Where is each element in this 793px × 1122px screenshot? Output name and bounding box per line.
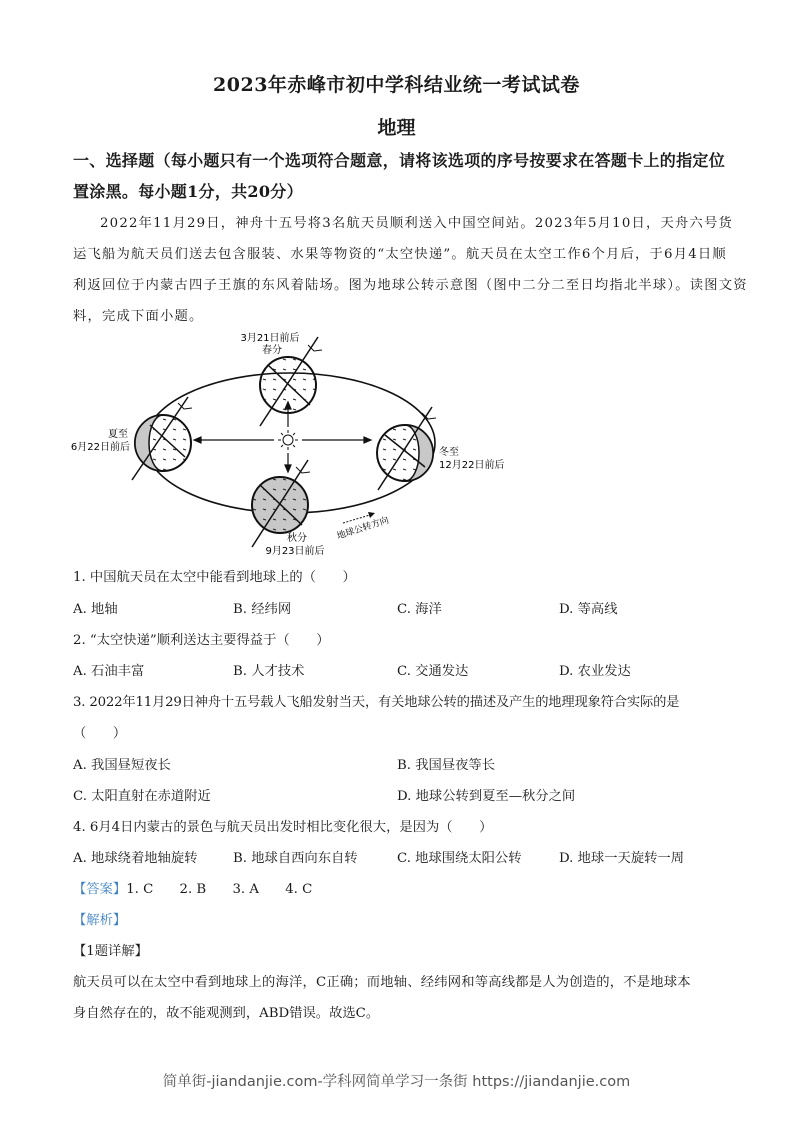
question-3-stem: 3. 2022年11月29日神舟十五号载人飞船发射当天，有关地球公转的描述及产生的地理现象符合实际的是 — [73, 695, 680, 710]
label-direction: 地球公转方向 — [335, 515, 391, 542]
footer-watermark: 简单街-jiandanjie.com-学科网简单学习一条街 https://jiandanjie.com — [162, 1074, 631, 1090]
earth-revolution-diagram — [60, 325, 520, 560]
section-heading-line2: 置涂黑。每小题1分，共20分） — [73, 182, 303, 201]
q3-option-a: A. 我国昼短夜长 — [73, 758, 171, 773]
q4-option-a: A. 地球绕着地轴旋转 — [73, 851, 198, 866]
label-autumn-date: 9月23日前后 — [265, 546, 325, 557]
section-heading-line1: 一、选择题（每小题只有一个选项符合题意，请将该选项的序号按要求在答题卡上的指定位 — [73, 151, 726, 170]
passage-line-1: 2022年11月29日，神舟十五号将3名航天员顺利送入中国空间站。2023年5月10日，天舟六号货 — [100, 216, 733, 231]
q1-option-d: D. 等高线 — [559, 602, 618, 617]
subject-title: 地理 — [377, 117, 416, 139]
answer-item-4: 4. C — [285, 882, 313, 897]
detail-line-1: 航天员可以在太空中看到地球上的海洋，C正确；而地轴、经纬网和等高线都是人为创造的，不是地球本 — [73, 975, 691, 990]
question-3-stem-cont: （ ） — [73, 726, 127, 741]
analysis-label: 【解析】 — [73, 913, 127, 928]
passage-line-4: 料，完成下面小题。 — [73, 309, 204, 324]
q2-option-a: A. 石油丰富 — [73, 664, 145, 679]
label-winter: 冬至 — [439, 447, 459, 458]
question-2-stem: 2. “太空快递”顺利送达主要得益于（ ） — [73, 633, 330, 648]
page-title: 2023年赤峰市初中学科结业统一考试试卷 — [213, 74, 580, 96]
detail-heading: 【1题详解】 — [73, 944, 148, 959]
question-4-stem: 4. 6月4日内蒙古的景色与航天员出发时相比变化很大，是因为（ ） — [73, 820, 493, 835]
passage-line-3: 利返回位于内蒙古四子王旗的东风着陆场。图为地球公转示意图（图中二分二至日均指北半球）。读图文资 — [73, 278, 748, 293]
answer-item-2: 2. B — [179, 882, 207, 897]
answer-item-1: 1. C — [126, 882, 154, 897]
q2-option-c: C. 交通发达 — [397, 664, 469, 679]
label-winter-date: 12月22日前后 — [439, 460, 505, 471]
label-summer: 夏至 — [108, 429, 128, 440]
q4-option-d: D. 地球一天旋转一周 — [559, 851, 685, 866]
q4-option-c: C. 地球围绕太阳公转 — [397, 851, 522, 866]
q1-option-c: C. 海洋 — [397, 602, 442, 617]
q1-option-b: B. 经纬网 — [233, 602, 292, 617]
label-spring-date: 3月21日前后 — [240, 333, 300, 344]
q4-option-b: B. 地球自西向东自转 — [233, 851, 358, 866]
q3-option-d: D. 地球公转到夏至—秋分之间 — [397, 789, 576, 804]
label-autumn: 秋分 — [287, 533, 307, 544]
answer-row — [73, 878, 312, 897]
sun-icon — [278, 430, 298, 450]
answer-label: 【答案】 — [73, 882, 127, 897]
label-spring: 春分 — [262, 345, 282, 356]
q1-option-a: A. 地轴 — [73, 602, 118, 617]
question-1-stem: 1. 中国航天员在太空中能看到地球上的（ ） — [73, 570, 356, 585]
q2-option-b: B. 人才技术 — [233, 664, 305, 679]
q3-option-b: B. 我国昼夜等长 — [397, 758, 496, 773]
answer-item-3: 3. A — [232, 882, 259, 897]
q3-option-c: C. 太阳直射在赤道附近 — [73, 789, 211, 804]
q2-option-d: D. 农业发达 — [559, 664, 631, 679]
detail-line-2: 身自然存在的，故不能观测到，ABD错误。故选C。 — [73, 1006, 380, 1021]
label-summer-date: 6月22日前后 — [70, 442, 130, 453]
passage-line-2: 运飞船为航天员们送去包含服装、水果等物资的“太空快递”。航天员在太空工作6个月后，于6月4日顺 — [73, 247, 727, 262]
